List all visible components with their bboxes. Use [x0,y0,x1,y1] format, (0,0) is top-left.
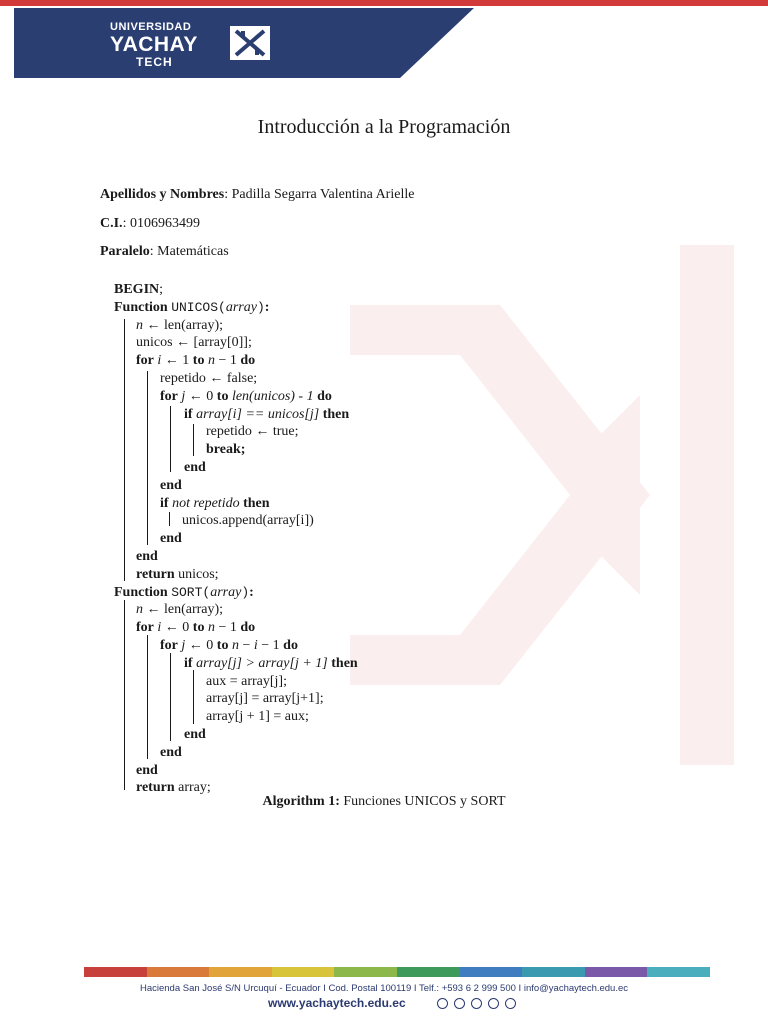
stripe-segment [84,967,147,977]
algo-line: return unicos; [136,566,219,582]
algorithm-block [114,281,358,797]
logo-tech-text: TECH [136,55,173,69]
algo-line: break; [206,442,246,458]
field-ci-label: C.I. [100,216,123,231]
stripe-segment [647,967,710,977]
logo-mark-icon [230,26,270,60]
algo-line: n ← len(array); [136,602,224,618]
stripe-segment [147,967,210,977]
algo-line: end [184,459,206,475]
block-rule [124,319,125,581]
algo-line: return array; [136,780,211,796]
footer-color-stripe [84,967,710,977]
stripe-segment [585,967,648,977]
twitter-icon [471,998,482,1009]
algo-line: array[j] = array[j+1]; [206,691,324,707]
block-rule [170,406,171,472]
algo-line: end [160,477,182,493]
algo-line: end [136,762,158,778]
watermark-logo-icon [350,245,734,765]
algo-line: for j ← 0 to len(unicos) - 1 do [160,388,332,404]
algo-line: if array[j] > array[j + 1] then [184,655,358,671]
algo-line: repetido ← false; [160,370,258,386]
stripe-segment [334,967,397,977]
block-rule [147,371,148,545]
algo-line: end [184,726,206,742]
block-rule [170,653,171,741]
field-names-label: Apellidos y Nombres [100,187,225,202]
university-logo [110,22,198,68]
facebook-icon [437,998,448,1009]
stripe-segment [397,967,460,977]
algo-line: Function UNICOS(array): [114,299,270,315]
algo-line: if array[i] == unicos[j] then [184,406,350,422]
algo-line: for i ← 0 to n − 1 do [136,620,256,636]
block-rule [169,512,170,526]
field-names-value: Padilla Segarra Valentina Arielle [231,187,415,202]
stripe-segment [272,967,335,977]
algo-line: for i ← 1 to n − 1 do [136,353,256,369]
field-ci: C.I.: 0106963499 [100,216,200,231]
field-paralelo-label: Paralelo [100,244,150,259]
algo-line: aux = array[j]; [206,673,287,689]
block-rule [193,670,194,724]
algo-line: for j ← 0 to n − i − 1 do [160,637,298,653]
algo-line: end [160,531,182,547]
field-paralelo: Paralelo: Matemáticas [100,244,229,259]
algo-line: repetido ← true; [206,424,299,440]
logo-univ-text: UNIVERSIDAD [110,21,192,33]
algo-line: n ← len(array); [136,317,224,333]
footer-website: www.yachaytech.edu.ec [268,996,406,1010]
youtube-icon [488,998,499,1009]
field-names: Apellidos y Nombres: Padilla Segarra Valentina Arielle [100,187,415,202]
algo-line: unicos.append(array[i]) [182,513,314,529]
caption-text: Funciones UNICOS y SORT [343,794,506,809]
algo-line: unicos ← [array[0]]; [136,335,252,351]
stripe-segment [209,967,272,977]
algo-line: end [160,744,182,760]
algo-line: BEGIN; [114,282,164,297]
algo-line: end [136,548,158,564]
algo-line: array[j + 1] = aux; [206,709,309,725]
linkedin-icon [505,998,516,1009]
stripe-segment [460,967,523,977]
caption-label: Algorithm 1: [262,794,340,809]
algo-line: if not repetido then [160,495,270,511]
field-ci-value: 0106963499 [129,216,200,231]
stripe-segment [522,967,585,977]
block-rule [147,635,148,759]
instagram-icon [454,998,465,1009]
algorithm-caption [0,794,768,810]
footer-address: Hacienda San José S/N Urcuquí - Ecuador I Cod. Postal 100119 I Telf.: +593 6 2 999 500 I info@yachaytech.edu.ec [139,983,629,994]
field-paralelo-value: Matemáticas [157,244,229,259]
page-title: Introducción a la Programación [257,116,511,138]
block-rule [193,424,194,456]
logo-yachay-text: YACHAY [110,33,198,56]
block-rule [124,600,125,790]
algo-line: Function SORT(array): [114,584,254,600]
